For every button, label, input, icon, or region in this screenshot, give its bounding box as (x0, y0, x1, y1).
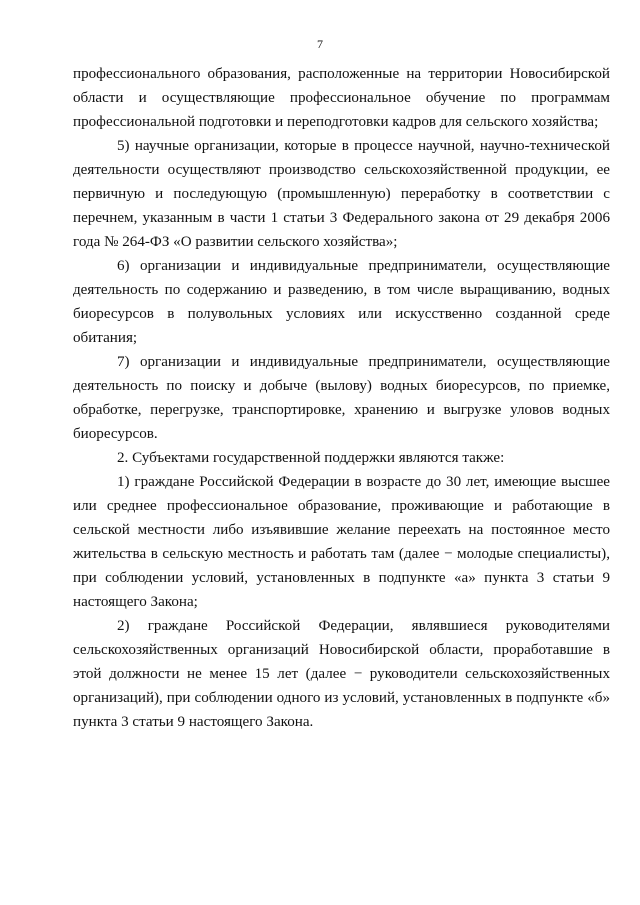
paragraph-item-6: 6) организации и индивидуальные предприниматели, осуществляющие деятельность по содержанию и разведению, в том числе выращиванию, водных биоресурсов в полувольных условиях или искусственно созданной среде обитания; (73, 258, 610, 346)
paragraph-subitem-1: 1) граждане Российской Федерации в возрасте до 30 лет, имеющие высшее или среднее профессиональное образование, проживающие и работающие в сельской местности либо изъявившие желание переехать на постоянное место жительства в сельскую местность и работать там (далее − молодые специалисты), при соблюдении условий, установленных в подпункте «а» пункта 3 статьи 9 настоящего Закона; (73, 474, 610, 610)
paragraph-item-5: 5) научные организации, которые в процессе научной, научно-технической деятельности осуществляют производство сельскохозяйственной продукции, ее первичную и последующую (промышленную) переработку в соответствии с перечнем, указанным в части 1 статьи 3 Федерального закона от 29 декабря 2006 года № 264-ФЗ «О развитии сельского хозяйства»; (73, 138, 610, 250)
paragraph-section-2-heading: 2. Субъектами государственной поддержки являются также: (117, 450, 505, 466)
paragraph-continuation: профессионального образования, расположенные на территории Новосибирской области и осуществляющие профессиональное обучение по программам профессиональной подготовки и переподготовки кадров для сельского хозяйства; (73, 66, 610, 130)
document-body (73, 62, 610, 734)
paragraph-subitem-2: 2) граждане Российской Федерации, являвшиеся руководителями сельскохозяйственных организаций Новосибирской области, проработавшие в этой должности не менее 15 лет (далее − руководители сельскохозяйственных организаций), при соблюдении одного из условий, установленных в подпункте «б» пункта 3 статьи 9 настоящего Закона. (73, 618, 610, 730)
paragraph-item-7: 7) организации и индивидуальные предприниматели, осуществляющие деятельность по поиску и добыче (вылову) водных биоресурсов, по приемке, обработке, перегрузке, транспортировке, хранению и выгрузке уловов водных биоресурсов. (73, 354, 610, 442)
page-number: 7 (317, 37, 323, 51)
